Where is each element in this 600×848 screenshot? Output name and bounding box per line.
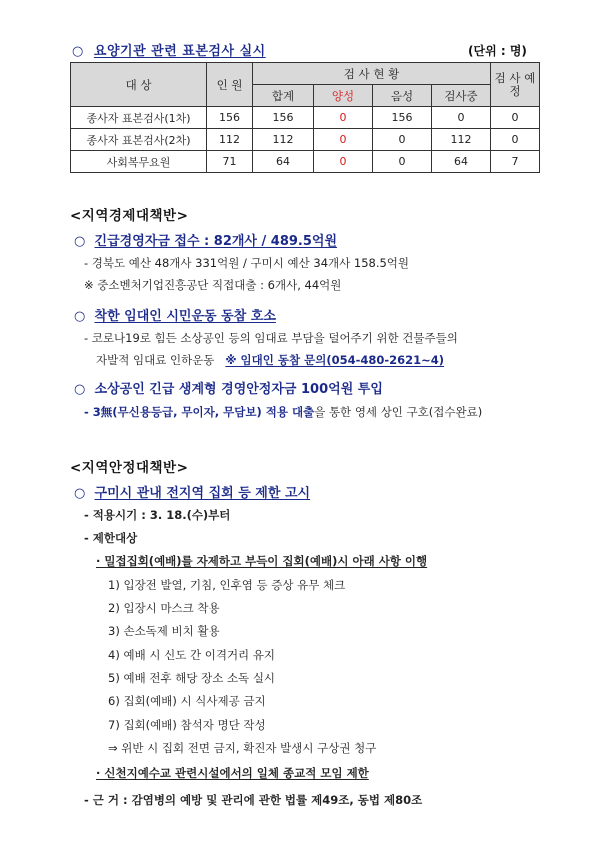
economy-item1-title: ○ 긴급경영자금 접수 : 82개사 / 489.5억원: [74, 234, 338, 249]
circle-bullet-icon: ○: [74, 309, 86, 324]
cell-negative: 156: [373, 107, 432, 129]
header-pending: 검 사 예 정: [491, 63, 540, 107]
header-status: 검 사 현 황: [253, 63, 491, 85]
cell-pending: 0: [491, 129, 540, 151]
stability-shincheonji: · 신천지예수교 관련시설에서의 일체 종교적 모임 제한: [96, 766, 369, 780]
cell-subject: 종사자 표본검사(2차): [71, 129, 207, 151]
header-testing: 검사중: [432, 85, 491, 107]
stability-start: - 적용시기 : 3. 18.(수)부터: [84, 508, 231, 522]
header-positive: 양성: [314, 85, 373, 107]
step-item: ⇒ 위반 시 집회 전면 금지, 확진자 발생시 구상권 청구: [108, 741, 377, 755]
inspection-table: [70, 62, 540, 173]
cell-people: 71: [207, 151, 253, 173]
circle-bullet-icon: ○: [74, 234, 86, 249]
cell-total: 156: [253, 107, 314, 129]
table-row: [71, 129, 540, 151]
cell-pending: 7: [491, 151, 540, 173]
step-item: 6) 집회(예배) 시 식사제공 금지: [108, 694, 266, 708]
header-people: 인 원: [207, 63, 253, 107]
economy-item1-line2: ※ 중소벤처기업진흥공단 직접대출 : 6개사, 44억원: [84, 278, 342, 292]
cell-people: 112: [207, 129, 253, 151]
cell-testing: 0: [432, 107, 491, 129]
table-row: [71, 151, 540, 173]
economy-item2-title: ○ 착한 임대인 시민운동 동참 호소: [74, 309, 276, 324]
economy-heading: <지역경제대책반>: [70, 208, 189, 224]
header-total: 합계: [253, 85, 314, 107]
economy-item2-line1: - 코로나19로 힘든 소상공인 등의 임대료 부담을 덜어주기 위한 건물주들의: [84, 331, 458, 345]
table-row: [71, 107, 540, 129]
cell-people: 156: [207, 107, 253, 129]
cell-negative: 0: [373, 151, 432, 173]
stability-target: - 제한대상: [84, 531, 138, 545]
cell-total: 64: [253, 151, 314, 173]
economy-item3-title: ○ 소상공인 긴급 생계형 경영안정자금 100억원 투입: [74, 382, 383, 397]
step-item: 4) 예배 시 신도 간 이격거리 유지: [108, 648, 276, 662]
step-item: 2) 입장시 마스크 착용: [108, 601, 220, 615]
cell-testing: 64: [432, 151, 491, 173]
stability-item1-title: ○ 구미시 관내 전지역 집회 등 제한 고시: [74, 486, 311, 501]
step-item: 5) 예배 전후 해당 장소 소독 실시: [108, 671, 276, 685]
economy-item1-line1: - 경북도 예산 48개사 331억원 / 구미시 예산 34개사 158.5억원: [84, 256, 410, 270]
cell-testing: 112: [432, 129, 491, 151]
step-item: 7) 집회(예배) 참석자 명단 작성: [108, 718, 266, 732]
header-subject: 대 상: [71, 63, 207, 107]
step-item: 1) 입장전 발열, 기침, 인후염 등 증상 유무 체크: [108, 578, 346, 592]
circle-bullet-icon: ○: [72, 44, 94, 59]
cell-positive: 0: [314, 129, 373, 151]
cell-subject: 사회복무요원: [71, 151, 207, 173]
cell-pending: 0: [491, 107, 540, 129]
circle-bullet-icon: ○: [74, 382, 86, 397]
circle-bullet-icon: ○: [74, 486, 86, 501]
cell-total: 112: [253, 129, 314, 151]
stability-heading: <지역안정대책반>: [70, 460, 189, 476]
stability-basis: - 근 거 : 감염병의 예방 및 관리에 관한 법률 제49조, 동법 제80조: [84, 793, 423, 807]
table-section-title: ○ 요양기관 관련 표본검사 실시: [72, 44, 266, 59]
cell-positive: 0: [314, 151, 373, 173]
economy-item3-line1: - 3無(무신용등급, 무이자, 무담보) 적용 대출을 통한 영세 상인 구호(접수완료): [84, 405, 483, 419]
stability-rule: · 밀접집회(예배)를 자제하고 부득이 집회(예배)시 아래 사항 이행: [96, 554, 428, 568]
header-negative: 음성: [373, 85, 432, 107]
step-item: 3) 손소독제 비치 활용: [108, 624, 220, 638]
economy-item2-line2: 자발적 임대료 인하운동 ※ 임대인 동참 문의(054-480-2621~4): [96, 353, 445, 367]
unit-label: (단위 : 명): [468, 44, 527, 58]
cell-subject: 종사자 표본검사(1차): [71, 107, 207, 129]
cell-positive: 0: [314, 107, 373, 129]
cell-negative: 0: [373, 129, 432, 151]
